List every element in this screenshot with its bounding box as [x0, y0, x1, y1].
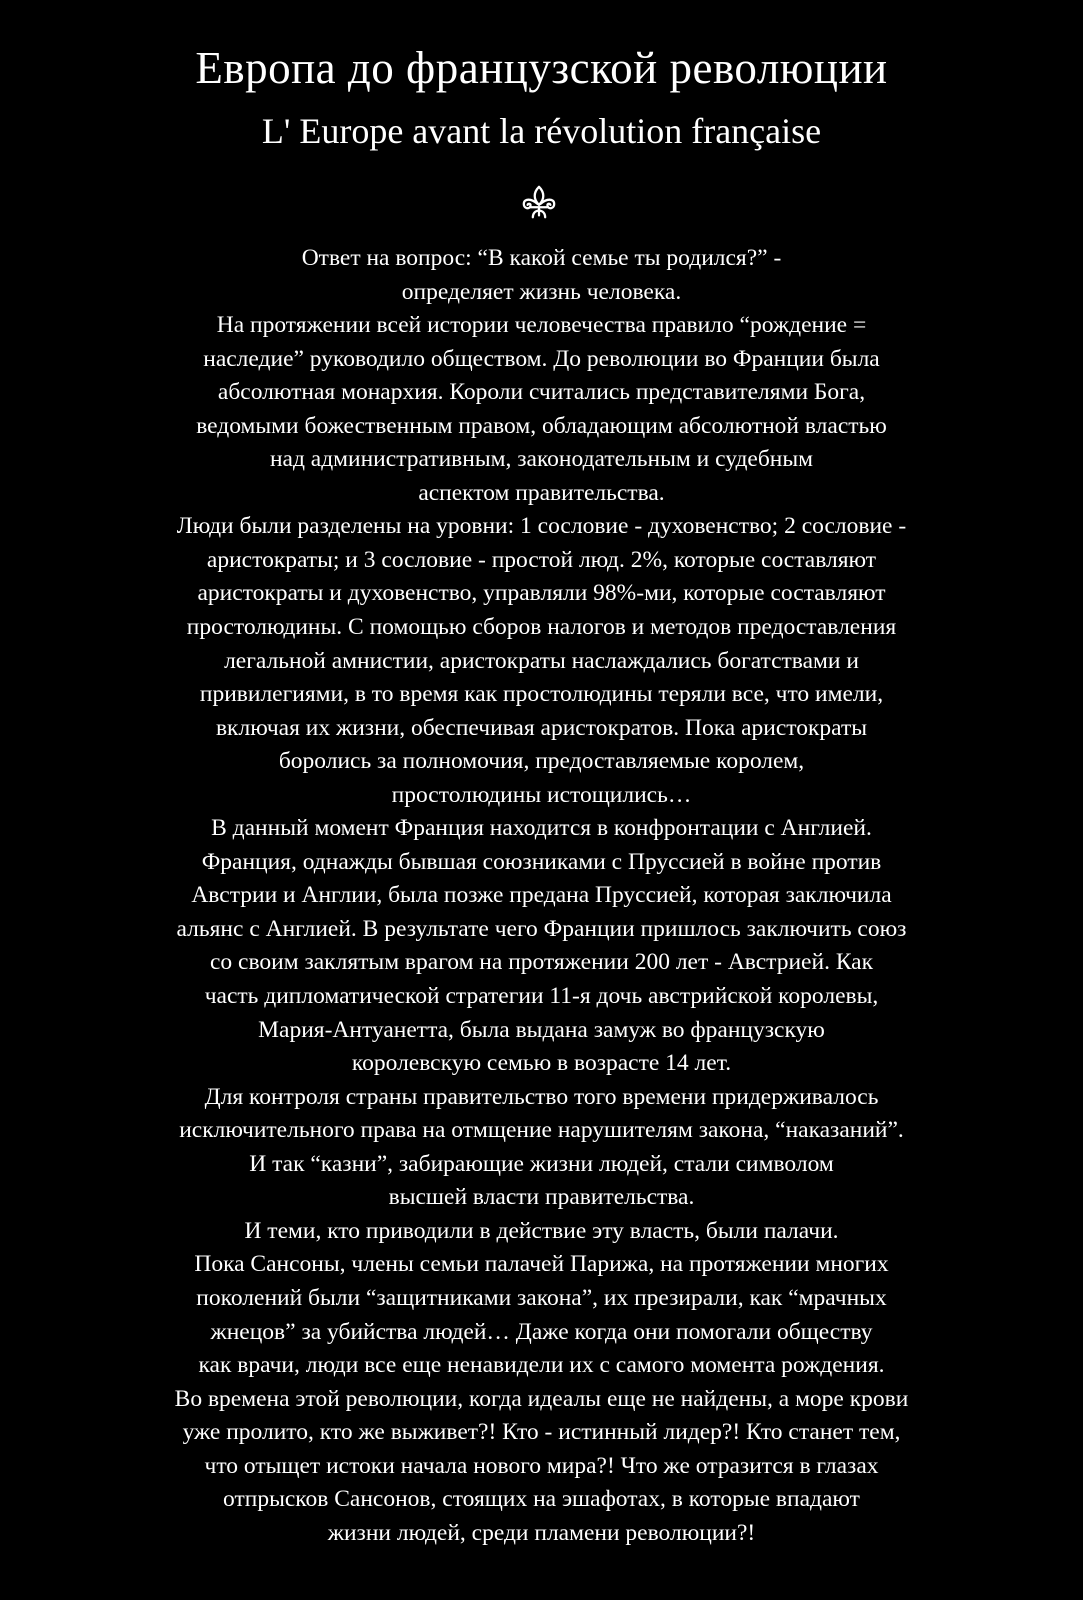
text-line: часть дипломатической стратегии 11-я дочь австрийской королевы,: [204, 983, 879, 1010]
text-line: простолюдины истощились…: [391, 781, 692, 808]
text-line: как врачи, люди все еще ненавидели их с самого момента рождения.: [198, 1352, 885, 1379]
text-line: В данный момент Франция находится в конфронтации с Англией.: [211, 815, 872, 842]
text-line: Мария-Антуанетта, была выдана замуж во французскую: [258, 1016, 825, 1043]
text-line: абсолютная монархия. Короли считались представителями Бога,: [217, 379, 866, 406]
text-line: привилегиями, в то время как простолюдины теряли все, что имели,: [199, 681, 884, 708]
text-line: уже пролито, кто же выживет?! Кто - истинный лидер?! Кто станет тем,: [182, 1419, 901, 1446]
text-line: Во времена этой революции, когда идеалы еще не найдены, а море крови: [174, 1385, 909, 1412]
text-line: аспектом правительства.: [418, 479, 665, 506]
text-line: аристократы; и 3 сословие - простой люд. 2%, которые составляют: [206, 546, 877, 573]
text-line: боролись за полномочия, предоставляемые королем,: [278, 748, 805, 775]
text-line: отпрысков Сансонов, стоящих на эшафотах, в которые впадают: [223, 1486, 860, 1513]
text-line: определяет жизнь человека.: [401, 278, 682, 305]
page-subtitle-french: L' Europe avant la révolution française: [261, 111, 822, 151]
page-title-russian: Европа до французской революции: [195, 43, 888, 93]
text-line: На протяжении всей истории человечества правило “рождение =: [216, 312, 867, 339]
text-line: над административным, законодательным и судебным: [269, 446, 814, 473]
text-line: включая их жизни, обеспечивая аристократов. Пока аристократы: [215, 714, 868, 741]
text-line: легальной амнистии, аристократы наслаждались богатствами и: [224, 647, 859, 674]
text-line: высшей власти правительства.: [388, 1184, 695, 1211]
text-line: жнецов” за убийства людей… Даже когда они помогали обществу: [210, 1318, 873, 1345]
text-line: аристократы и духовенство, управляли 98%-ми, которые составляют: [197, 580, 886, 607]
text-line: королевскую семью в возрасте 14 лет.: [351, 1050, 732, 1077]
text-line: простолюдины. С помощью сборов налогов и методов предоставления: [186, 614, 897, 641]
text-line: Для контроля страны правительство того времени придерживалось: [204, 1083, 879, 1110]
text-line: наследие” руководило обществом. До революции во Франции была: [203, 345, 880, 372]
text-line: жизни людей, среди пламени революции?!: [327, 1519, 756, 1546]
text-line: Пока Сансоны, члены семьи палачей Парижа, на протяжении многих: [194, 1251, 889, 1278]
text-line: ведомыми божественным правом, обладающим абсолютной властью: [196, 412, 887, 439]
text-line: Австрии и Англии, была позже предана Пруссией, которая заключила: [191, 882, 892, 909]
text-line: Франция, однажды бывшая союзниками с Пруссией в войне против: [201, 848, 882, 875]
text-line: что отыщет истоки начала нового мира?! Что же отразится в глазах: [204, 1452, 879, 1479]
text-line: исключительного права на отмщение нарушителям закона, “наказаний”.: [179, 1117, 904, 1144]
text-line: альянс с Англией. В результате чего Франции пришлось заключить союз: [176, 915, 907, 942]
text-line: И так “казни”, забирающие жизни людей, стали символом: [249, 1150, 834, 1177]
fleur-de-lis-icon: [520, 184, 558, 222]
text-line: со своим заклятым врагом на протяжении 200 лет - Австрией. Как: [209, 949, 874, 976]
text-line: И теми, кто приводили в действие эту власть, были палачи.: [244, 1217, 839, 1244]
text-line: Ответ на вопрос: “В какой семье ты родился?” -: [301, 245, 782, 271]
text-line: Люди были разделены на уровни: 1 сословие - духовенство; 2 сословие -: [176, 513, 907, 540]
intro-text: [90, 242, 993, 1550]
text-line: поколений были “защитниками закона”, их презирали, как “мрачных: [196, 1284, 887, 1311]
